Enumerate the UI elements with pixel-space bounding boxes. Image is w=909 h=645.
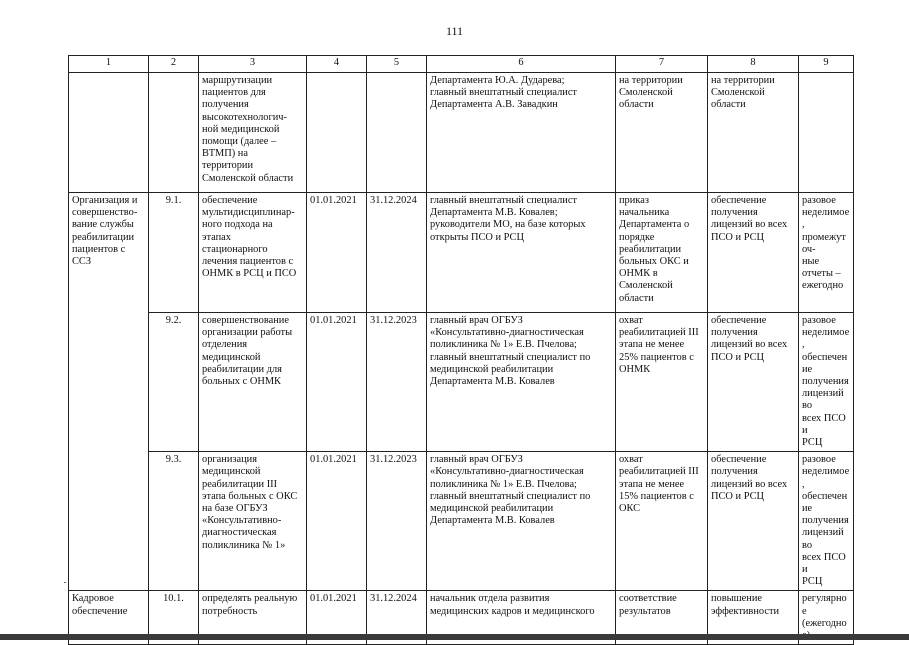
- scan-edge: [0, 634, 909, 640]
- indicator-cell: обеспечение получения лицензий во всех ПСО и РСЦ: [708, 452, 799, 591]
- column-header: 8: [708, 56, 799, 73]
- measure-cell: маршрутизации пациентов для получения высокотехнологич- ной медицинской помощи (далее – ВТМП) на территории Смоленской области: [199, 73, 307, 193]
- column-header: 6: [427, 56, 616, 73]
- result-cell: соответствие результатов: [616, 591, 708, 645]
- column-header: 3: [199, 56, 307, 73]
- item-number-cell: 9.3.: [149, 452, 199, 591]
- measure-cell: совершенствование организации работы отделения медицинской реабилитации для больных с ОНМК: [199, 313, 307, 452]
- frequency-cell: регулярное (ежегодно: [799, 591, 854, 645]
- table-row: [69, 452, 854, 591]
- start-date-cell: 01.01.2021: [307, 591, 367, 645]
- start-date-cell: 01.01.2021: [307, 193, 367, 313]
- result-cell: охват реабилитацией III этапа не менее 15% пациентов с ОКС: [616, 452, 708, 591]
- frequency-cell: разовое неделимое, обеспечение получения лицензий во всех ПСО и РСЦ: [799, 313, 854, 452]
- result-cell: приказ начальника Департамента о порядке реабилитации больных ОКС и ОНМК в Смоленской области: [616, 193, 708, 313]
- section-cell: [69, 73, 149, 193]
- page-number: 111: [445, 24, 464, 38]
- responsible-cell: главный врач ОГБУЗ «Консультативно-диагностическая поликлиника № 1» Е.В. Пчелова; главный внештатный специалист по медицинской реабилитации Департамента М.В. Ковалев: [427, 313, 616, 452]
- end-date-cell: 31.12.2023: [367, 452, 427, 591]
- item-number-cell: 10.1.: [149, 591, 199, 645]
- column-header: 4: [307, 56, 367, 73]
- measure-cell: организация медицинской реабилитации III этапа больных с ОКС на базе ОГБУЗ «Консультативно- диагностическая поликлиника № 1»: [199, 452, 307, 591]
- frequency-cell: [799, 73, 854, 193]
- end-date-cell: 31.12.2024: [367, 193, 427, 313]
- indicator-cell: обеспечение получения лицензий во всех ПСО и РСЦ: [708, 313, 799, 452]
- column-header: 2: [149, 56, 199, 73]
- table-row: [69, 73, 854, 193]
- end-date-cell: 31.12.2023: [367, 313, 427, 452]
- responsible-cell: главный врач ОГБУЗ «Консультативно-диагностическая поликлиника № 1» Е.В. Пчелова; главный внештатный специалист по медицинской реабилитации Департамента М.В. Ковалев: [427, 452, 616, 591]
- result-cell: охват реабилитацией III этапа не менее 25% пациентов с ОНМК: [616, 313, 708, 452]
- table-row: [69, 313, 854, 452]
- section-cell: Организация и совершенство- вание службы реабилитации пациентов с ССЗ: [69, 193, 149, 591]
- indicator-cell: повышение эффективности: [708, 591, 799, 645]
- start-date-cell: 01.01.2021: [307, 313, 367, 452]
- table-row: [69, 193, 854, 313]
- indicator-cell: на территории Смоленской области: [708, 73, 799, 193]
- item-number-cell: [149, 73, 199, 193]
- start-date-cell: 01.01.2021: [307, 452, 367, 591]
- measures-table: [68, 55, 854, 645]
- table-header-row: [69, 56, 854, 73]
- responsible-cell: главный внештатный специалист Департамента М.В. Ковалев; руководители МО, на базе которых открыты ПСО и РСЦ: [427, 193, 616, 313]
- section-cell: Кадровое обеспечение: [69, 591, 149, 645]
- end-date-cell: [367, 73, 427, 193]
- frequency-cell: разовое неделимое, обеспечение получения лицензий во всех ПСО и РСЦ: [799, 452, 854, 591]
- end-date-cell: 31.12.2024: [367, 591, 427, 645]
- scan-mark: [64, 582, 66, 583]
- column-header: 5: [367, 56, 427, 73]
- column-header: 7: [616, 56, 708, 73]
- responsible-cell: Департамента Ю.А. Дударева; главный внештатный специалист Департамента А.В. Завадкин: [427, 73, 616, 193]
- measure-cell: обеспечение мультидисциплинар- ного подхода на этапах стационарного лечения пациентов с ОНМК в РСЦ и ПСО: [199, 193, 307, 313]
- frequency-cell: разовое неделимое, промежуточ- ные отчеты – ежегодно: [799, 193, 854, 313]
- item-number-cell: 9.1.: [149, 193, 199, 313]
- item-number-cell: 9.2.: [149, 313, 199, 452]
- measure-cell: определять реальную потребность: [199, 591, 307, 645]
- responsible-cell: начальник отдела развития медицинских кадров и медицинского: [427, 591, 616, 645]
- column-header: 1: [69, 56, 149, 73]
- column-header: 9: [799, 56, 854, 73]
- result-cell: на территории Смоленской области: [616, 73, 708, 193]
- indicator-cell: обеспечение получения лицензий во всех ПСО и РСЦ: [708, 193, 799, 313]
- start-date-cell: [307, 73, 367, 193]
